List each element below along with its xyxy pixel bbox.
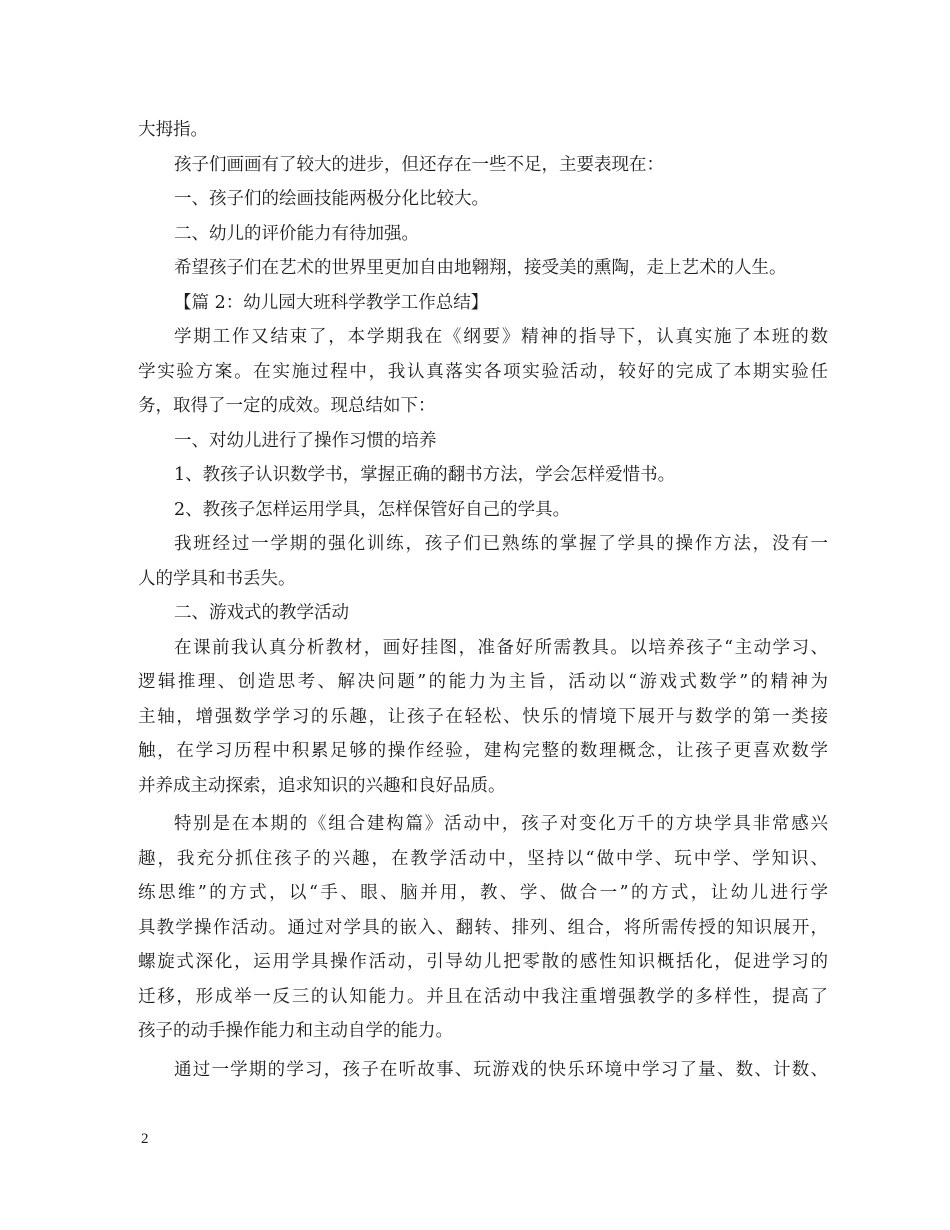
text-line: 希望孩子们在艺术的世界里更加自由地翱翔，接受美的熏陶，走上艺术的人生。 [174,258,787,278]
text-line: 人的学具和书丢失。 [138,568,296,589]
section-heading: 【篇 2：幼儿园大班科学教学工作总结】 [174,292,489,313]
text-line: 迁移，形成举一反三的认知能力。并且在活动中我注重增强教学的多样性，提高了 [138,986,828,1007]
text-line: 务，取得了一定的成效。现总结如下： [138,396,436,416]
list-item: 2、教孩子怎样运用学具，怎样保管好自己的学具。 [174,499,571,520]
text-line: 二、幼儿的评价能力有待加强。 [174,223,419,244]
subsection-heading: 二、游戏式的教学活动 [174,603,349,623]
text-line: 练思维”的方式，以“手、眼、脑并用，教、学、做合一”的方式，让幼儿进行学 [138,883,828,903]
text-line: 孩子们画画有了较大的进步，但还存在一些不足，主要表现在： [174,154,664,175]
text-line: 并养成主动探索，追求知识的兴趣和良好品质。 [138,775,506,796]
text-line: 主轴，增强数学学习的乐趣，让孩子在轻松、快乐的情境下展开与数学的第一类接 [138,706,828,727]
text-line: 触，在学习历程中积累足够的操作经验，建构完整的数理概念，让孩子更喜欢数学 [138,741,828,761]
text-line: 学期工作又结束了，本学期我在《纲要》精神的指导下，认真实施了本班的数 [174,327,828,347]
list-item: 1、教孩子认识数学书，掌握正确的翻书方法，学会怎样爱惜书。 [174,465,676,485]
page-number: 2 [141,1131,149,1147]
text-line: 学实验方案。在实施过程中，我认真落实各项实验活动，较好的完成了本期实验任 [138,361,828,382]
text-line: 孩子的动手操作能力和主动自学的能力。 [138,1021,453,1041]
text-line: 逻辑推理、创造思考、解决问题”的能力为主旨，活动以“游戏式数学”的精神为 [138,672,828,692]
text-line: 一、孩子们的绘画技能两极分化比较大。 [174,189,489,209]
document-body [138,113,828,1087]
text-line: 我班经过一学期的强化训练，孩子们已熟练的掌握了学具的操作方法，没有一 [174,534,828,554]
text-line: 螺旋式深化，运用学具操作活动，引导幼儿把零散的感性知识概括化，促进学习的 [138,952,828,972]
text-line: 大拇指。 [138,120,208,140]
text-line: 具教学操作活动。通过对学具的嵌入、翻转、排列、组合，将所需传授的知识展开， [138,917,828,938]
text-line: 特别是在本期的《组合建构篇》活动中，孩子对变化万千的方块学具非常感兴 [174,814,828,834]
text-line: 在课前我认真分析教材，画好挂图，准备好所需教具。以培养孩子“主动学习、 [174,637,828,658]
text-line: 通过一学期的学习，孩子在听故事、玩游戏的快乐环境中学习了量、数、计数、 [174,1059,828,1080]
subsection-heading: 一、对幼儿进行了操作习惯的培养 [174,430,437,451]
text-line: 趣，我充分抓住孩子的兴趣，在教学活动中，坚持以“做中学、玩中学、学知识、 [138,848,828,869]
